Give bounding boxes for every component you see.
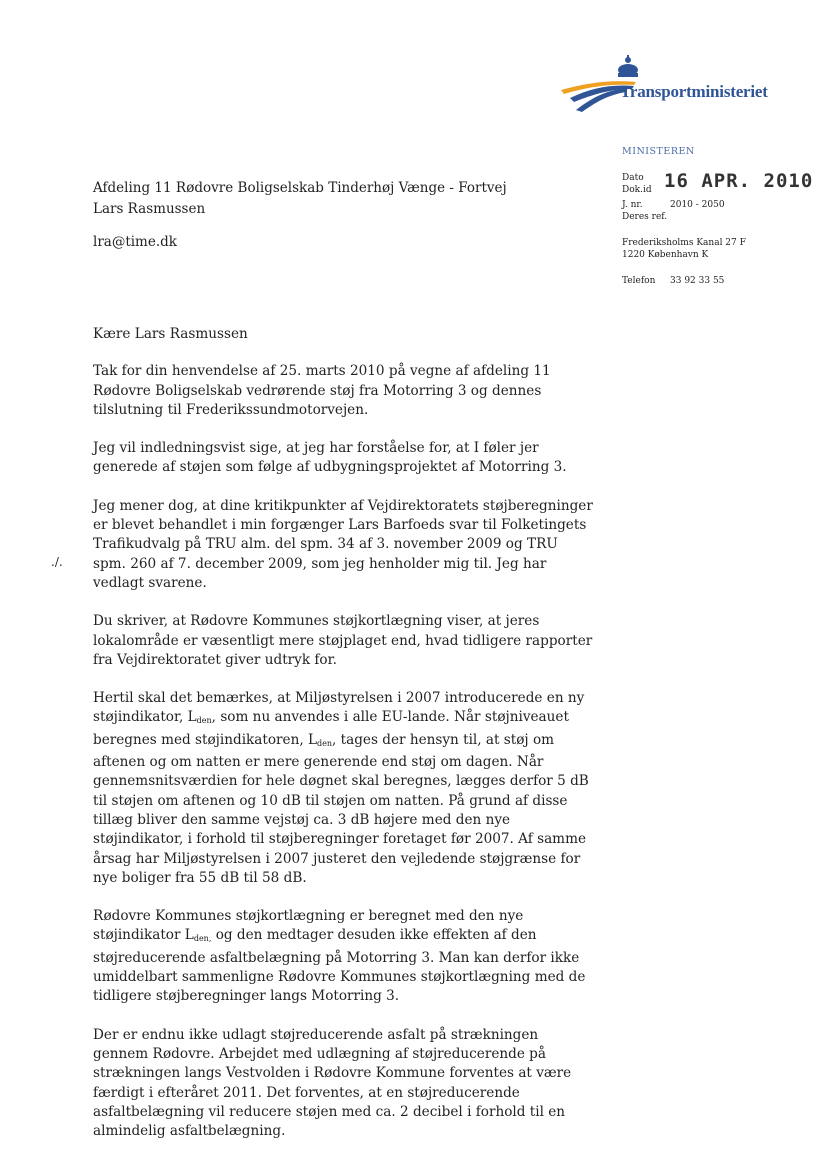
p5-subscript-2: den	[317, 738, 333, 748]
dokid-label: Dok.id	[622, 185, 652, 195]
p5-subscript-1: den	[196, 716, 212, 726]
ministry-logo	[556, 52, 786, 122]
deres-ref-label: Deres ref.	[622, 212, 668, 222]
meta-deres-ref	[622, 211, 667, 223]
paragraph-4: Du skriver, at Rødovre Kommunes støjkortlægning viser, at jeres lokalområde er væsentligt mere støjplaget end, hvad tidligere rapporter fra Vejdirektoratet giver udtryk for.	[93, 613, 593, 668]
telefon	[622, 275, 725, 287]
date-stamp: 16 APR. 2010	[664, 170, 814, 192]
p6-part-b: og den medtager desuden ikke effekten af den støjreducerende asfaltbelægning på Motorring 3. Man kan derfor ikke umiddelbart sammenligne Rødovre Kommunes støjkortlægning med de tidligere støjberegninger langs Motorring 3.	[93, 927, 586, 1005]
p6-subscript: den,	[193, 934, 212, 944]
paragraph-1: Tak for din henvendelse af 25. marts 2010 på vegne af afdeling 11 Rødovre Boligselskab vedrørende støj fra Motorring 3 og dennes tilslutning til Frederikssundmotorvejen.	[93, 363, 551, 418]
greeting: Kære Lars Rasmussen	[93, 326, 248, 342]
meta-jnr	[622, 199, 725, 211]
recipient-block	[93, 178, 507, 220]
p5-part-c: , tages der hensyn til, at støj om aftenen og om natten er mere generende end støj om dagen. Når gennemsnitsværdien for hele døgnet skal beregnes, lægges derfor 5 dB til støjen om aftenen og 10 dB til støjen om natten. På grund af disse tillæg bliver den samme vejstøj ca. 3 dB højere med den nye støjindikator, i forhold til støjberegninger foretaget før 2007. Af samme årsag har Miljøstyrelsen i 2007 justeret den vejledende støjgrænse for nye boliger fra 55 dB til 58 dB.	[93, 731, 589, 886]
recipient-line-2: Lars Rasmussen	[93, 201, 206, 217]
recipient-email: lra@time.dk	[93, 234, 177, 250]
telefon-value: 33 92 33 55	[670, 276, 725, 286]
address-line-1: Frederiksholms Kanal 27 F	[622, 238, 746, 248]
margin-mark: ./.	[51, 555, 63, 569]
paragraph-3: Jeg mener dog, at dine kritikpunkter af Vejdirektoratets støjberegninger er blevet behandlet i min forgænger Lars Barfoeds svar til Folketingets Trafikudvalg på TRU alm. del spm. 34 af 3. november 2009 og TRU spm. 260 af 7. december 2009, som jeg henholder mig til. Jeg har vedlagt svarene.	[93, 497, 593, 591]
paragraph-5	[93, 689, 593, 888]
paragraph-6	[93, 907, 593, 1006]
jnr-label: J. nr.	[622, 200, 643, 210]
p6-part-a: Rødovre Kommunes støjkortlægning er beregnet med den nye støjindikator L	[93, 908, 524, 944]
p5-part-a: Hertil skal det bemærkes, at Miljøstyrelsen i 2007 introducerede en ny støjindikator, L	[93, 690, 585, 726]
meta-dato	[622, 172, 644, 184]
paragraph-7: Der er endnu ikke udlagt støjreducerende asfalt på strækningen gennem Rødovre. Arbejdet med udlægning af støjreducerende på strækningen langs Vestvolden i Rødovre Kommune forventes at være færdigt i efteråret 2011. Det forventes, at en støjreducerende asfaltbelægning vil reducere støjen med ca. 2 decibel i forhold til en almindelig asfaltbelægning.	[93, 1026, 572, 1140]
p5-part-b: , som nu anvendes i alle EU-lande. Når støjniveauet beregnes med støjindikatoren, L	[93, 709, 569, 748]
department-label: MINISTEREN	[622, 146, 695, 157]
logo-text: Transportministeriet	[620, 82, 768, 101]
dato-label: Dato	[622, 173, 644, 183]
paragraph-2: Jeg vil indledningsvist sige, at jeg har forståelse for, at I føler jer generede af støjen som følge af udbygningsprojektet af Motorring 3.	[93, 440, 567, 476]
address-line-2: 1220 København K	[622, 250, 709, 260]
letter-body	[93, 325, 593, 1160]
jnr-value: 2010 - 2050	[670, 200, 725, 210]
meta-dokid	[622, 184, 652, 196]
telefon-label: Telefon	[622, 276, 656, 286]
recipient-line-1: Afdeling 11 Rødovre Boligselskab Tinderhøj Vænge - Fortvej	[93, 180, 507, 196]
